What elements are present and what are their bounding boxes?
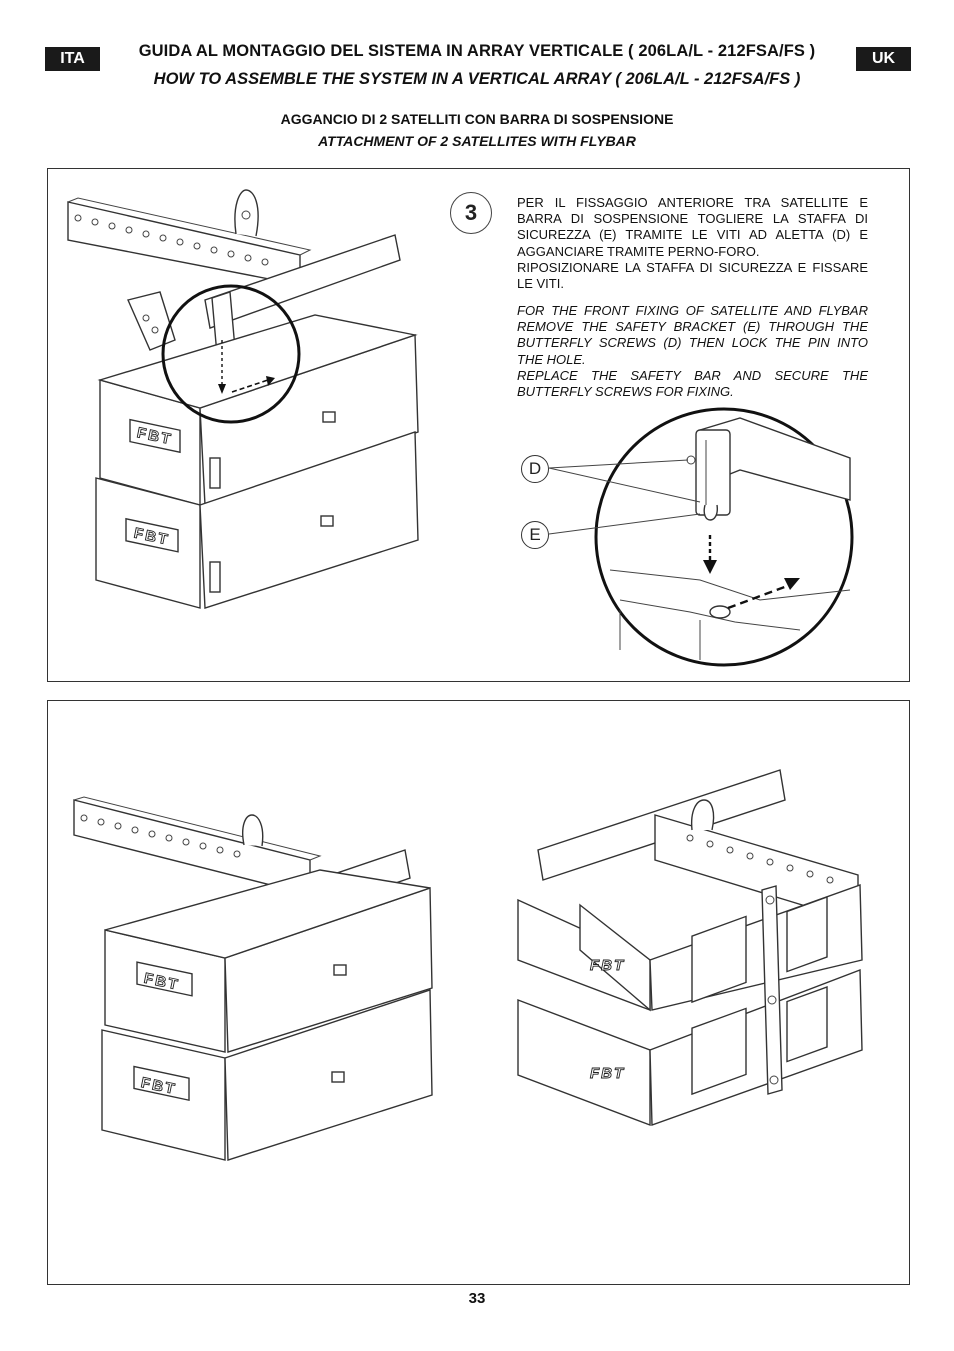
fbt-logo-assembled-bottom: FBT bbox=[141, 1074, 177, 1099]
fbt-logo-bottom: FBT bbox=[134, 524, 170, 549]
lang-badge-ita: ITA bbox=[45, 47, 100, 71]
step-number-badge: 3 bbox=[450, 192, 492, 234]
instruction-it-paragraph: PER IL FISSAGGIO ANTERIORE TRA SATELLITE E BARRA DI SOSPENSIONE TOGLIERE LA STAFFA DI SICUREZZA (E) TRAMITE LE VITI AD ALETTA (D) E AGGANCIARE TRAMITE PERNO-FORO. bbox=[517, 195, 868, 259]
page-title-english: HOW TO ASSEMBLE THE SYSTEM IN A VERTICAL ARRAY ( 206LA/L - 212FSA/FS ) bbox=[153, 70, 801, 88]
lang-badge-uk: UK bbox=[856, 47, 911, 71]
instruction-en-paragraph: REPLACE THE SAFETY BAR AND SECURE THE BUTTERFLY SCREWS FOR FIXING. bbox=[517, 367, 868, 400]
page-number: 33 bbox=[468, 1290, 486, 1307]
fbt-logo-assembled-top: FBT bbox=[144, 969, 180, 995]
fbt-logo-top: FBT bbox=[137, 424, 173, 449]
callout-d: D bbox=[521, 455, 549, 483]
instruction-it-paragraph: RIPOSIZIONARE LA STAFFA DI SICUREZZA E FISSARE LE VITI. bbox=[517, 259, 868, 292]
flybar-front-view bbox=[74, 800, 310, 895]
page-title-italian: GUIDA AL MONTAGGIO DEL SISTEMA IN ARRAY VERTICALE ( 206LA/L - 212FSA/FS ) bbox=[138, 42, 816, 60]
fbt-logo-rear-bottom: FBT bbox=[590, 1065, 626, 1082]
section-subtitle-italian: AGGANCIO DI 2 SATELLITI CON BARRA DI SOSPENSIONE bbox=[280, 111, 674, 127]
fbt-logo-rear-top: FBT bbox=[590, 957, 626, 974]
instruction-en-paragraph: FOR THE FRONT FIXING OF SATELLITE AND FLYBAR REMOVE THE SAFETY BRACKET (E) THROUGH THE BUTTERFLY SCREWS (D) THEN LOCK THE PIN INTO THE HOLE. bbox=[517, 303, 868, 367]
section-subtitle-english: ATTACHMENT OF 2 SATELLITES WITH FLYBAR bbox=[318, 133, 636, 149]
callout-e: E bbox=[521, 521, 549, 549]
